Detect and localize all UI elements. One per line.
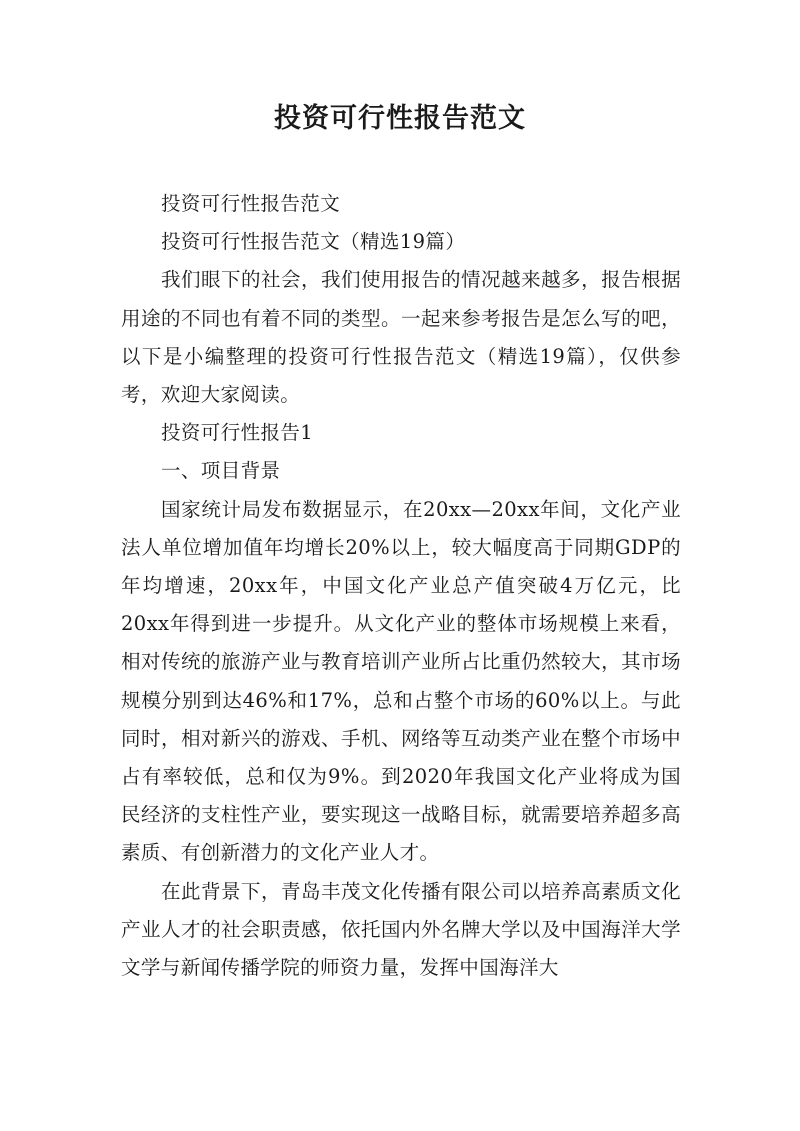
paragraph-company-background: 在此背景下，青岛丰茂文化传播有限公司以培养高素质文化产业人才的社会职责感，依托国内外名牌大学以及中国海洋大学文学与新闻传播学院的师资力量，发挥中国海洋大: [121, 879, 681, 980]
paragraph-subtitle: 投资可行性报告范文: [161, 192, 341, 215]
section-heading-project-background: 一、项目背景: [161, 459, 281, 483]
paragraph-intro: 我们眼下的社会，我们使用报告的情况越来越多，报告根据用途的不同也有着不同的类型。一起来参考报告是怎么写的吧，以下是小编整理的投资可行性报告范文（精选19篇），仅供参考，欢迎大家阅读。: [121, 268, 681, 407]
section-heading-report-1: 投资可行性报告1: [161, 421, 314, 445]
document-body: [121, 185, 681, 987]
paragraph-statistics: 国家统计局发布数据显示，在20xx—20xx年间，文化产业法人单位增加值年均增长20%以上，较大幅度高于同期GDP的年均增速，20xx年，中国文化产业总产值突破4万亿元，比20xx年得到进一步提升。从文化产业的整体市场规模上来看，相对传统的旅游产业与教育培训产业所占比重仍然较大，其市场规模分别到达46%和17%，总和占整个市场的60%以上。与此同时，相对新兴的游戏、手机、网络等互动类产业在整个市场中占有率较低，总和仅为9%。到2020年我国文化产业将成为国民经济的支柱性产业，要实现这一战略目标，就需要培养超多高素质、有创新潜力的文化产业人才。: [121, 497, 681, 865]
document-title: 投资可行性报告范文: [274, 103, 526, 134]
paragraph-subtitle-selected: 投资可行性报告范文（精选19篇）: [161, 230, 466, 254]
